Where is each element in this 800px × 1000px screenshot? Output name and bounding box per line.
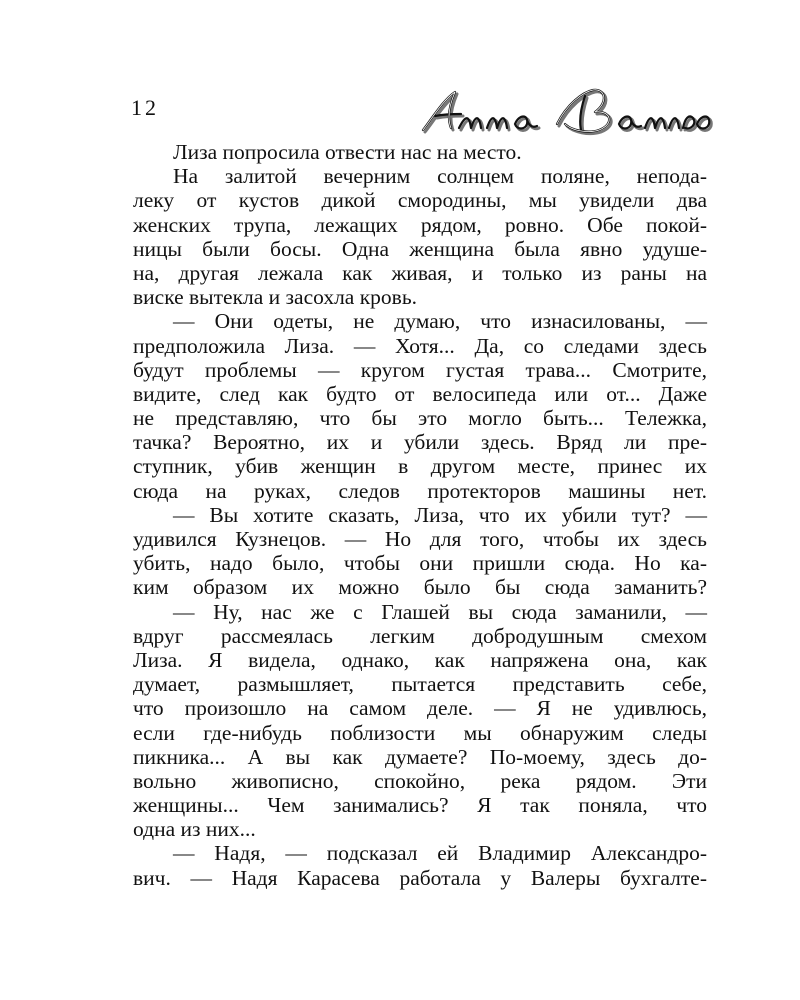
text-line: одна из них... xyxy=(133,817,256,842)
text-line: тачка? Вероятно, их и убили здесь. Вряд ли пре- xyxy=(133,430,707,455)
text-line: леку от кустов дикой смородины, мы увидели два xyxy=(133,188,707,213)
text-line: вдруг рассмеялась легким добродушным смехом xyxy=(133,623,707,648)
text-line: не представляю, что бы это могло быть... Тележка, xyxy=(133,406,707,431)
text-line: предположила Лиза. — Хотя... Да, со следами здесь xyxy=(133,333,707,358)
text-line: виске вытекла и засохла кровь. xyxy=(133,285,418,310)
text-line: ступник, убив женщин в другом месте, принес их xyxy=(133,454,707,479)
text-line: — Они одеты, не думаю, что изнасилованы, — xyxy=(173,309,707,334)
text-line: пикника... А вы как думаете? По-моему, здесь до- xyxy=(133,744,707,769)
text-line: вич. — Надя Карасева работала у Валеры бухгалте- xyxy=(133,865,707,890)
text-line: ницы были босы. Одна женщина была явно удуше- xyxy=(133,236,707,261)
text-line: на, другая лежала как живая, и только из раны на xyxy=(133,260,707,285)
text-line: думает, размышляет, пытается представить себе, xyxy=(133,672,707,697)
text-line: удивился Кузнецов. — Но для того, чтобы их здесь xyxy=(133,527,707,551)
text-line: вольно живописно, спокойно, река рядом. Эти xyxy=(133,768,707,793)
text-line: что произошло на самом деле. — Я не удивлюсь, xyxy=(133,696,707,721)
author-signature xyxy=(415,84,715,142)
text-line: — Ну, нас же с Глашей вы сюда заманили, — xyxy=(173,599,707,624)
text-line: будут проблемы — кругом густая трава... Смотрите, xyxy=(133,357,707,382)
text-line: ким образом их можно было бы сюда заманить? xyxy=(133,575,707,600)
text-line: женщины... Чем занимались? Я так поняла, что xyxy=(133,793,707,818)
text-line: если где-нибудь поблизости мы обнаружим следы xyxy=(133,720,707,745)
text-line: — Надя, — подсказал ей Владимир Александро- xyxy=(173,841,707,866)
text-line: Лиза попросила отвести нас на место. xyxy=(173,140,522,164)
text-line: видите, след как будто от велосипеда или от... Даже xyxy=(133,381,707,406)
text-line: убить, надо было, чтобы они пришли сюда. Но ка- xyxy=(133,551,707,576)
text-line: сюда на руках, следов протекторов машины нет. xyxy=(133,478,707,503)
text-line: — Вы хотите сказать, Лиза, что их убили тут? — xyxy=(173,502,707,527)
text-line: На залитой вечерним солнцем поляне, непода- xyxy=(173,164,707,189)
page-number: 12 xyxy=(131,95,159,120)
body-text xyxy=(133,140,707,890)
text-line: Лиза. Я видела, однако, как напряжена она, как xyxy=(133,647,707,672)
text-line: женских трупа, лежащих рядом, ровно. Обе покой- xyxy=(133,212,707,237)
